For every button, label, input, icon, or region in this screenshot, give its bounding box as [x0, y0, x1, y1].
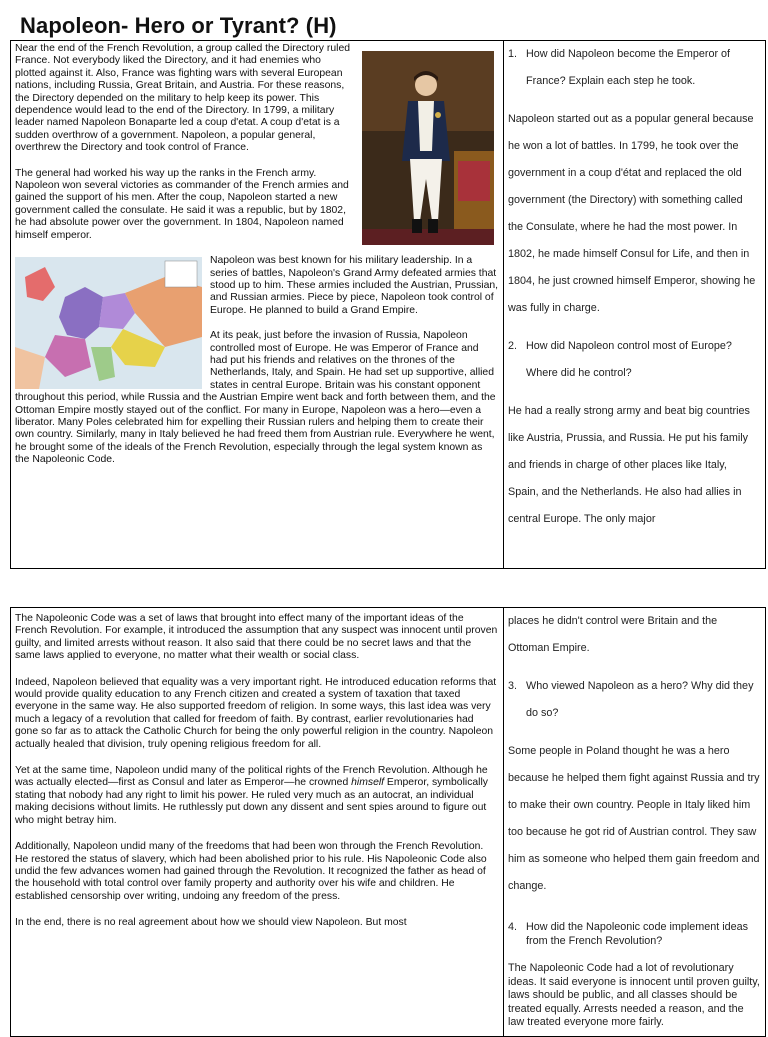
paragraph-3: Napoleon was best known for his military leadership. In a series of battles, Napoleon's Grand Army defeated armies that stood up to him. These armies included the Austrian, Prussian, and Russian armies. Piece by piece, Napoleon took control of Europe. He planned to build a Grand Empire.	[210, 255, 499, 316]
question-1: 1. How did Napoleon become the Emperor of France? Explain each step he took.	[508, 41, 760, 95]
answer-2: He had a really strong army and beat big countries like Austria, Prussia, and Russia. He put his family and friends in charge of other places like Italy, Spain, and the Netherlands. He also had allies in central Europe. The only major	[508, 405, 750, 525]
answer-3: Some people in Poland thought he was a hero because he helped them fight against Russia and try to make their own country. People in Italy liked him too because he got rid of Austrian control. They saw him as someone who helped them gain freedom and change.	[508, 745, 760, 892]
reading-column	[15, 613, 498, 943]
answer-column	[508, 608, 760, 1030]
paragraph-2: The general had worked his way up the ranks in the French army. Napoleon won several victories as commander of the French armies and gained the support of his men. After the coup, Napoleon started a new government called the consulate. He said it was a republic, but by 1802, he had absolute power over the government. In 1804, Napoleon named himself emperor.	[15, 167, 349, 241]
paragraph-9: In the end, there is no real agreement about how we should view Napoleon. But most	[15, 917, 407, 929]
question-2-text: How did Napoleon control most of Europe? Where did he control?	[526, 340, 732, 379]
paragraph-4: At its peak, just before the invasion of Russia, Napoleon controlled most of Europe. He was Emperor of France and had put his friends and relatives on the thrones of the Netherlands, Italy, and Spain. He had set up supportive, allied states in central Europe. Britain was his constant opponent throughout this period, while Russia and the Austrian Empire went back and forth between them, and the Ottoman Empire mostly stayed out of the conflict. For many in Europe, Napoleon was a hero—even a liberator. Many Poles celebrated him for expelling their Russian rulers and helping them to create their own country. Similarly, many in Italy believed he had freed them from Austrian rule. Everywhere he went, he brought some of the ideals of the French Revolution, especially through the legal system known as the Napoleonic Code.	[15, 330, 496, 466]
reading-column	[15, 43, 498, 480]
question-4-text: How did the Napoleonic code implement ideas from the French Revolution?	[526, 921, 749, 947]
answer-4: The Napoleonic Code had a lot of revolutionary ideas. It said everyone is innocent until proven guilty, laws should be public, and all classes should be treated equally. Arrests needed a reason, and the law treated everyone more fairly.	[508, 962, 760, 1028]
paragraph-7: Yet at the same time, Napoleon undid many of the political rights of the French Revolution. Although he was actually elected—first as Consul and later as Emperor—he crowned himself Emperor, symbolically stating that nobody had any right to limit his power. He ruled very much as an autocrat, an individual making decisions without limits. He ruthlessly put down any dissent and sent spies around to figure out who might betray him.	[15, 765, 488, 826]
column-divider	[503, 608, 504, 1036]
question-2: 2. How did Napoleon control most of Europe? Where did he control?	[508, 333, 760, 387]
paragraph-5: The Napoleonic Code was a set of laws that brought into effect many of the important ideas of the French Revolution. For example, it introduced the assumption that any suspect was innocent until proven guilty, and limited arrests without reason. It also said that there could be no secret laws and that the same laws applied to everyone, no matter what their wealth or social class.	[15, 613, 498, 662]
question-4: 4. How did the Napoleonic code implement ideas from the French Revolution?	[508, 920, 760, 948]
answer-2-continued: places he didn't control were Britain and the Ottoman Empire.	[508, 615, 718, 654]
worksheet-panel-top	[10, 40, 766, 569]
answer-1: Napoleon started out as a popular general because he won a lot of battles. In 1799, he took over the government in a coup d'état and replaced the old government (the Directory) with something called the Consulate, where he had the most power. In 1802, he made himself Consul for Life, and then in 1804, he just crowned himself Emperor, showing he was fully in charge.	[508, 113, 756, 314]
question-3: 3. Who viewed Napoleon as a hero? Why did they do so?	[508, 673, 760, 727]
page-title: Napoleon- Hero or Tyrant? (H)	[20, 13, 337, 38]
question-1-text: How did Napoleon become the Emperor of France? Explain each step he took.	[526, 48, 731, 87]
paragraph-6: Indeed, Napoleon believed that equality was a very important right. He introduced education reforms that would provide quality education to any French citizen and created a system of taxation that taxed everyone in the same way. He also supported freedom of religion. In some ways, this last idea was very much a legacy of a revolution that called for freedom of faith. By contrast, earlier revolutionaries had gone so far as to attack the Catholic Church for being the only powerful religion in the country. Napoleon actually healed that division, truly opening religious freedom for all.	[15, 676, 497, 750]
worksheet-panel-bottom	[10, 607, 766, 1037]
paragraph-1: Near the end of the French Revolution, a group called the Directory ruled France. Not everybody liked the Directory, and it had enemies who plotted against it. Also, France was fighting wars with several European nations, including Russia, Great Britain, and Austria. For these reasons, the Directory depended on the military to help keep its power. This dependence would lead to the end of the Directory. In 1799, a military leader named Napoleon Bonaparte led a coup d'etat. A coup d'etat is a sudden overthrow of a government. Napoleon, a popular general, overthrew the Directory and took control of France.	[15, 43, 350, 154]
europe-map	[15, 257, 202, 389]
column-divider	[503, 41, 504, 568]
paragraph-8: Additionally, Napoleon undid many of the freedoms that had been won through the French Revolution. He restored the status of slavery, which had been abolished prior to his rule. His Napoleonic Code also undid the few advances women had gained through the Revolution. It recognized the father as head of the household with total control over family property and authority over his wife and children. He established censorship over writing, undoing any freedom of the press.	[15, 841, 487, 902]
answer-column	[508, 41, 760, 533]
question-3-text: Who viewed Napoleon as a hero? Why did they do so?	[526, 680, 754, 719]
napoleon-portrait	[362, 51, 494, 245]
